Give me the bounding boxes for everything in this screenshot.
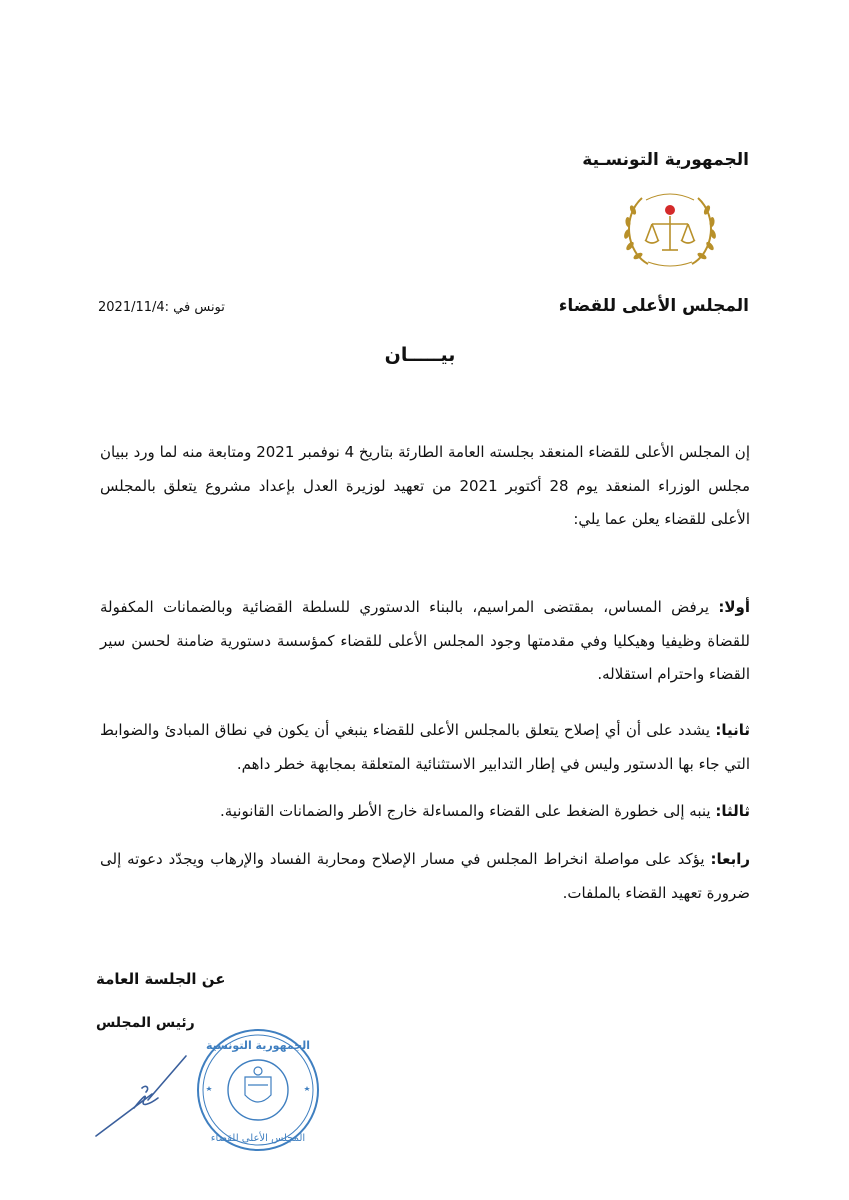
council-emblem-icon [618, 188, 722, 272]
council-name: المجلس الأعلى للقضاء [558, 296, 749, 316]
point-third [100, 795, 750, 829]
point-fourth [100, 843, 750, 910]
svg-text:الجمهورية التونسية: الجمهورية التونسية [205, 1039, 311, 1052]
point-label: ثالثا: [715, 802, 750, 820]
point-label: أولا: [718, 598, 750, 616]
point-label: ثانيا: [715, 721, 750, 739]
on-behalf-line: عن الجلسة العامة [96, 970, 226, 988]
point-text: يشدد على أن أي إصلاح يتعلق بالمجلس الأعلى للقضاء ينبغي أن يكون في نطاق المبادئ والضوابط التي جاء بها الدستور وليس في إطار التدابير الاستثنائية المتعلقة بمجابهة خطر داهم. [100, 721, 750, 773]
svg-text:المجلس الأعلى للقضاء: المجلس الأعلى للقضاء [210, 1133, 306, 1144]
date-line: تونس في :2021/11/4 [98, 300, 225, 315]
republic-heading: الجمهورية التونسـية [582, 150, 749, 170]
point-text: يؤكد على مواصلة انخراط المجلس في مسار الإصلاح ومحاربة الفساد والإرهاب ويجدّد دعوته إلى ضرورة تعهيد القضاء بالملفات. [100, 850, 750, 902]
handwritten-signature-icon [90, 1048, 200, 1143]
point-label: رابعا: [710, 850, 750, 868]
point-second [100, 714, 750, 781]
point-text: يرفض المساس، بمقتضى المراسيم، بالبناء الدستوري للسلطة القضائية وبالضمانات المكفولة للقضاة وظيفيا وهيكليا وفي مقدمتها وجود المجلس الأعلى للقضاء كمؤسسة دستورية ضامنة لحسن سير القضاء واحترام استقلاله. [100, 598, 750, 683]
official-stamp-icon [193, 1025, 323, 1155]
document-title: بيـــــان [384, 344, 456, 366]
point-first [100, 591, 750, 692]
intro-paragraph: إن المجلس الأعلى للقضاء المنعقد بجلسته العامة الطارئة بتاريخ 4 نوفمبر 2021 ومتابعة منه لما ورد ببيان مجلس الوزراء المنعقد يوم 28 أكتوبر 2021 من تعهيد لوزيرة العدل بإعداد مشروع يتعلق بالمجلس الأعلى للقضاء يعلن عما يلي: [100, 443, 750, 528]
point-text: ينبه إلى خطورة الضغط على القضاء والمساءلة خارج الأطر والضمانات القانونية. [219, 802, 716, 820]
president-title: رئيس المجلس [96, 1015, 195, 1031]
